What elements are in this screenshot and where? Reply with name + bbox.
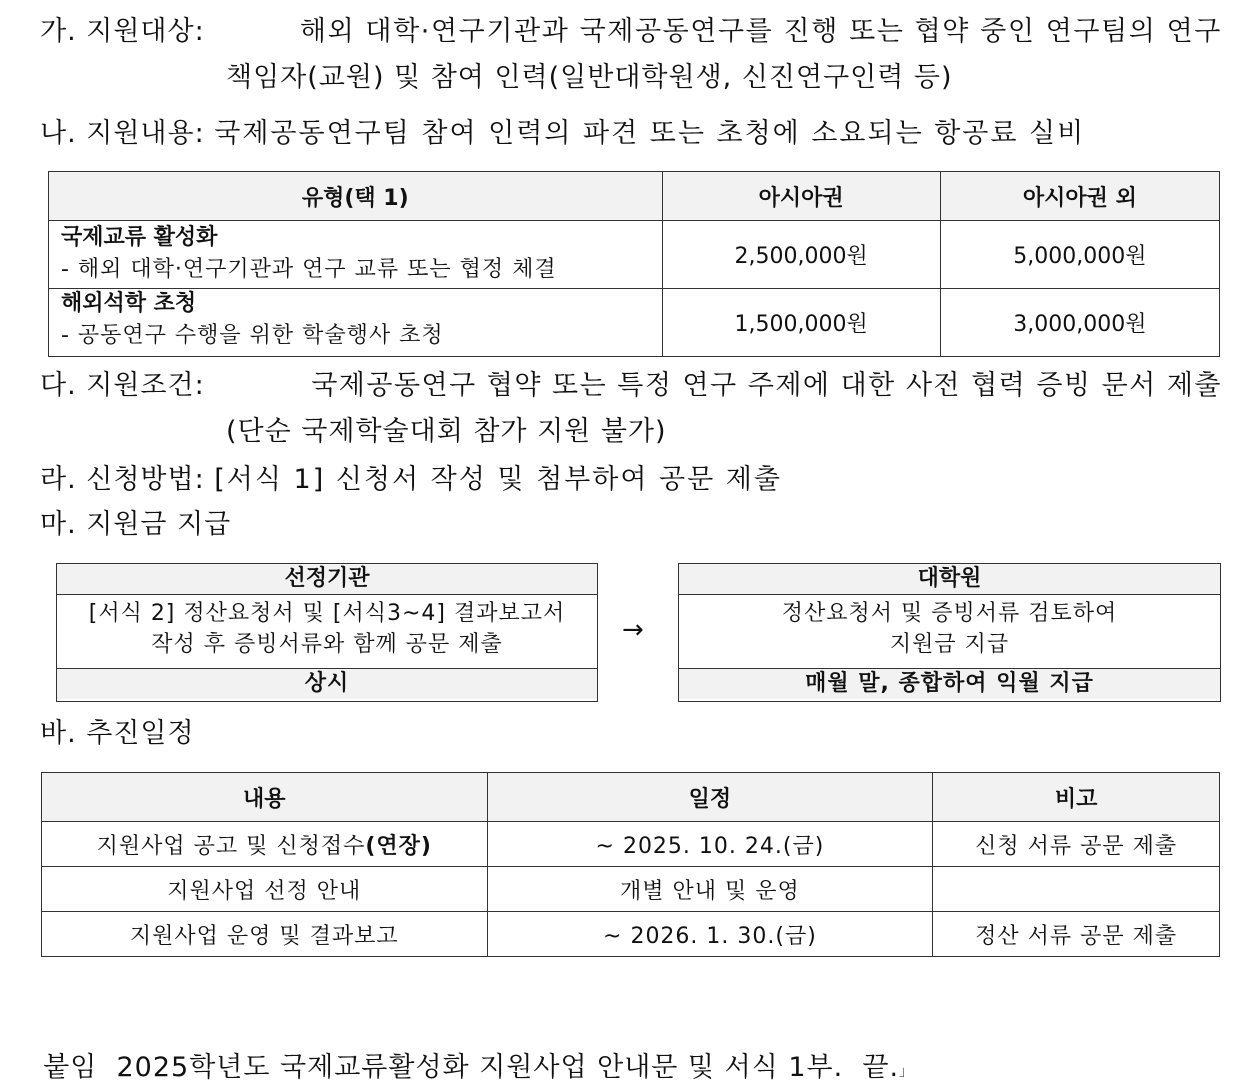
flow-right-body	[679, 595, 1220, 669]
attachment-text: 붙임 2025학년도 국제교류활성화 지원사업 안내문 및 서식 1부. 끝.	[43, 1052, 900, 1083]
schedule-content-text: 지원사업 선정 안내	[167, 878, 362, 904]
flow-right-box	[678, 563, 1221, 702]
table-row	[42, 822, 1220, 867]
table-row	[49, 221, 1220, 289]
flow-left-footer: 상시	[57, 669, 597, 699]
header-type: 유형(택 1)	[49, 172, 663, 221]
schedule-content-text: 지원사업 공고 및 신청접수	[96, 833, 366, 859]
type-cell	[49, 221, 663, 289]
section-ba: 바. 추진일정	[40, 718, 195, 749]
type-desc: - 해외 대학·연구기관과 연구 교류 또는 협정 체결	[61, 257, 557, 282]
support-table-header	[49, 172, 1220, 221]
flow-left-body	[57, 595, 597, 669]
schedule-date: ~ 2025. 10. 24.(금)	[487, 822, 933, 867]
section-da-line1: 국제공동연구 협약 또는 특정 연구 주제에 대한 사전 협력 증빙 문서 제출	[311, 370, 1222, 401]
section-ma: 마. 지원금 지급	[40, 509, 232, 540]
type-title: 해외석학 초청	[61, 291, 197, 316]
section-da	[40, 366, 1222, 406]
section-na-text: 국제공동연구팀 참여 인력의 파견 또는 초청에 소요되는 항공료 실비	[214, 118, 1086, 149]
flow-left-header: 선정기관	[57, 564, 597, 595]
schedule-content-text: 지원사업 운영 및 결과보고	[129, 923, 399, 949]
flow-right-header: 대학원	[679, 564, 1220, 595]
schedule-content	[42, 867, 488, 912]
section-ga-line1: 해외 대학·연구기관과 국제공동연구를 진행 또는 협약 중인 연구팀의 연구	[299, 16, 1222, 47]
schedule-date: 개별 안내 및 운영	[487, 867, 933, 912]
support-table	[48, 171, 1220, 357]
header-asia: 아시아권	[662, 172, 940, 221]
flow-left-line2: 작성 후 증빙서류와 함께 공문 제출	[151, 632, 503, 657]
section-ra-text: [서식 1] 신청서 작성 및 첨부하여 공문 제출	[214, 464, 782, 495]
arrow-right-icon: →	[622, 615, 644, 645]
amount-asia: 2,500,000원	[662, 221, 940, 289]
header-date: 일정	[487, 773, 933, 822]
schedule-date: ~ 2026. 1. 30.(금)	[487, 912, 933, 957]
section-ra-label: 라. 신청방법:	[40, 464, 205, 495]
flow-right-line1: 정산요청서 및 증빙서류 검토하여	[781, 601, 1118, 626]
type-desc: - 공동연구 수행을 위한 학술행사 초청	[61, 323, 444, 348]
schedule-note: 신청 서류 공문 제출	[933, 822, 1220, 867]
table-row	[42, 912, 1220, 957]
header-content: 내용	[42, 773, 488, 822]
section-ga	[40, 12, 1222, 52]
table-row	[42, 867, 1220, 912]
amount-non-asia: 3,000,000원	[940, 289, 1219, 357]
section-ga-label: 가. 지원대상:	[40, 16, 205, 47]
section-na	[40, 114, 1085, 154]
section-da-label: 다. 지원조건:	[40, 370, 205, 401]
amount-non-asia: 5,000,000원	[940, 221, 1219, 289]
flow-right-line2: 지원금 지급	[889, 632, 1010, 657]
schedule-table-header	[42, 773, 1220, 822]
amount-asia: 1,500,000원	[662, 289, 940, 357]
schedule-content	[42, 912, 488, 957]
type-title: 국제교류 활성화	[61, 225, 218, 250]
type-cell	[49, 289, 663, 357]
section-ra	[40, 460, 782, 500]
schedule-content	[42, 822, 488, 867]
table-row	[49, 289, 1220, 357]
flow-left-box	[56, 563, 598, 702]
schedule-note: 정산 서류 공문 제출	[933, 912, 1220, 957]
section-na-label: 나. 지원내용:	[40, 118, 205, 149]
schedule-note	[933, 867, 1220, 912]
attachment-footer	[24, 1008, 914, 1092]
flow-right-footer: 매월 말, 종합하여 익월 지급	[679, 669, 1220, 699]
header-note: 비고	[933, 773, 1220, 822]
header-non-asia: 아시아권 외	[940, 172, 1219, 221]
schedule-table	[41, 772, 1220, 957]
end-mark: 」	[899, 1064, 915, 1080]
schedule-content-bold: (연장)	[365, 833, 432, 859]
flow-left-line1: [서식 2] 정산요청서 및 [서식3~4] 결과보고서	[88, 601, 566, 626]
section-ga-line2: 책임자(교원) 및 참여 인력(일반대학원생, 신진연구인력 등)	[226, 62, 953, 93]
section-da-line2: (단순 국제학술대회 참가 지원 불가)	[226, 416, 667, 447]
